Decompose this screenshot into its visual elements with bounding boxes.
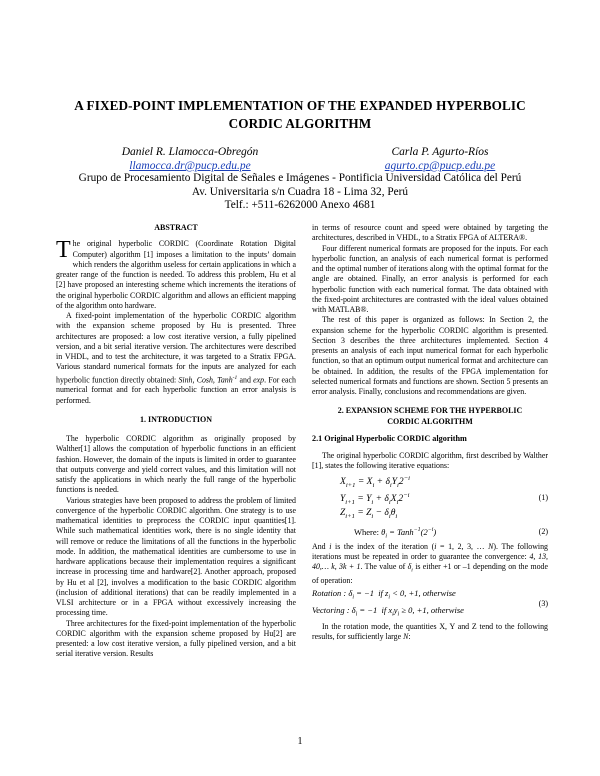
intro-paragraph-3: Three architectures for the fixed-point implementation of the hyperbolic CORDIC algorithm with the expansion scheme proposed by Hu[2] are presented: a low cost iterative version, a fully pipelined version, and a bit serial iterative version. Results (56, 618, 296, 659)
author-2 (310, 145, 570, 173)
p5-d: ). The following iterations must be repeated in order to guarantee the convergence: (312, 541, 549, 561)
right-paragraph-3: The rest of this paper is organized as follows: In Section 2, the expansion scheme for the hyperbolic CORDIC algorithm is presented. Section 3 describes the three architectures implemented. Section 4 presents an analysis of each input numerical format for each hyperbolic function, so that an optimum output numerical format and architecture can be obtained. In addition, the results of the FPGA implementation for selected numerical formats and functions are shown. Section 5 presents an error analysis. Finally, conclusions and recommendations are given. (312, 315, 548, 396)
equation-1-block (312, 474, 548, 542)
p6-n: N (403, 632, 409, 642)
section-2-heading-line-2: CORDIC ALGORITHM (387, 416, 473, 426)
abstract-functions-sup: -1 (232, 374, 238, 381)
abstract-paragraph-1 (56, 239, 296, 311)
affiliation-line-2: Av. Universitaria s/n Cuadra 18 - Lima 32, Perú (191, 185, 409, 198)
p5-f: . The value of (360, 562, 408, 571)
equation-3-block (312, 588, 548, 622)
intro-paragraph-1: The hyperbolic CORDIC algorithm as originally proposed by Walther[1] allows the computation of hyperbolic functions in an efficient fashion. However, the domain of the inputs is limited in order to guarantee that outputs converge and yield correct values, and this limitation will not satisfy the applications in which nearly the full range of the hyperbolic functions is needed. (56, 434, 296, 495)
equation-theta: Where: $\theta_i$ = $Tanh^{-1}(2^{-i})$ (2) (354, 526, 548, 540)
page-number: 1 (297, 736, 303, 747)
author-2-email[interactable]: agurto.cp@pucp.edu.pe (384, 160, 496, 172)
author-1-name: Daniel R. Llamocca-Obregón (121, 146, 259, 158)
equation-3-number: (3) (538, 599, 548, 609)
right-paragraph-2: Four different numerical formats are proposed for the inputs. For each hyperbolic function, an analysis of each numerical format is performed and the optimal number of iterations along with the optimal format for the angle are obtained. Finally, an error analysis is performed for each hyperbolic function with each numerical format. The data obtained with the fixed-point architectures are contrasted with the ideal values obtained with MATLAB®. (312, 243, 548, 314)
intro-paragraph-2: Various strategies have been proposed to address the problem of limited convergence of the hyperbolic CORDIC algorithm. One strategy is to use mathematical identities to preprocess the CORDIC input quantities[1]. While such mathematical identities work, there is no single identity that will remove or reduce the limitations of all the functions in the hyperbolic mode. In addition, the mathematical identities are cumbersome to use in hardware applications because their implementation requires a significant increase in processing time and hardware[2]. Another approach, proposed by Hu et al [2], involves a modification to the basic CORDIC algorithm (inclusion of additional iterations) that can be readily implemented in a VLSI architecture or in a FPGA without excessively increasing the processing time. (56, 495, 296, 618)
equation-y: $Y_{i+1} = Y_i + \delta_iX_i2^{-i}$ (1) (340, 491, 548, 506)
p6-text: In the rotation mode, the quantities X, Y and Z tend to the following results, for sufficiently large (312, 622, 548, 642)
equation-x: $X_{i+1} = X_i + \delta_iY_i2^{-i}$ (340, 474, 410, 489)
p5-c: = 1, 2, 3, … (436, 541, 489, 551)
author-2-name: Carla P. Agurto-Ríos (391, 146, 489, 158)
right-paragraph-4: The original hyperbolic CORDIC algorithm, first described by Walther [1], states the following iterative equations: (312, 451, 548, 471)
subsection-2-1-heading: 2.1 Original Hyperbolic CORDIC algorithm (312, 433, 467, 443)
section-2-heading-line-1: 2. EXPANSION SCHEME FOR THE HYPERBOLIC (337, 406, 523, 416)
paper-title (40, 97, 560, 133)
abstract-functions: Sinh, Cosh, Tanh (178, 375, 233, 385)
abstract-p1-text: he original hyperbolic CORDIC (Coordinate Rotation Digital Computer) algorithm [1] imposes a limitation to the inputs’ domain which renders the algorithm useless for certain applications in which a greater range of the function is needed. To address this problem, Hu et al [2] have proposed an interesting scheme which increments the iterations of the original hyperbolic CORDIC algorithm and allows an efficient mapping of the algorithm onto hardware. (56, 239, 296, 310)
left-column (56, 223, 296, 660)
right-column (312, 223, 548, 643)
equation-rotation: Rotation : $\delta_i = -1$ if $z_i < 0$, +1, otherwise (312, 588, 456, 601)
abstract-heading: ABSTRACT (154, 223, 198, 232)
equation-1-number: (1) (538, 492, 548, 502)
abstract-dropcap: T (56, 237, 71, 264)
p5-e: 4, 13, 40,… k, 3k + 1 (312, 551, 548, 571)
abstract-paragraph-2 (56, 311, 296, 406)
author-1-email[interactable]: llamocca.dr@pucp.edu.pe (129, 160, 251, 172)
p6-end: : (408, 632, 411, 642)
right-paragraph-6 (312, 622, 548, 643)
intro-heading: 1. INTRODUCTION (139, 414, 212, 424)
abstract-p2-end: . For each numerical format and for each hyperbolic function an error analysis is performed. (56, 375, 296, 405)
section-2-heading (312, 406, 548, 427)
p5-a: And (312, 541, 330, 551)
title-line-1: A FIXED-POINT IMPLEMENTATION OF THE EXPANDED HYPERBOLIC (74, 98, 526, 113)
abstract-and: and (237, 375, 254, 385)
abstract-p2-text: A fixed-point implementation of the hyperbolic CORDIC algorithm with the expansion scheme proposed by Hu is presented. Three architectures are proposed: a low cost iterative version, a fully pipelined version, and a bit serial iterative version. The architectures were described in VHDL, and to test the architecture, it was targeted to a Stratix FPGA. Various standard numerical formats for the inputs are analyzed for each hyperbolic function directly obtained: (56, 311, 296, 385)
equation-z: $Z_{i+1} = Z_i - \delta_i\theta_i$ (340, 507, 398, 520)
abstract-exp: exp (253, 375, 265, 385)
equation-vectoring: Vectoring : $\delta_i = -1$ if $x_iy_i \ge 0$, +1, otherwise (3) (312, 599, 548, 618)
affiliation-line-1: Grupo de Procesamiento Digital de Señales e Imágenes - Pontificia Universidad Católica del Perú (78, 172, 522, 184)
p5-g: is either +1 or –1 depending on the mode of operation: (312, 562, 548, 585)
equation-2-number: (2) (538, 526, 548, 536)
affiliation (0, 172, 600, 213)
author-1 (60, 145, 320, 173)
right-paragraph-1: in terms of resource count and speed were obtained by targeting the architectures, described in VHDL, to a Stratix FPGA of ALTERA®. (312, 223, 548, 243)
right-paragraph-5: And i is the index of the iteration (i = 1, 2, 3, … N). The following iterations must be repeated in order to guarantee the convergence: 4, 13, 40,… k, 3k + 1. The value of $\delta_i$ is either +1 or –1 depending on the mode of operation: (312, 541, 549, 585)
title-line-2: CORDIC ALGORITHM (228, 116, 372, 131)
p5-b: is the index of the iteration ( (331, 541, 435, 551)
affiliation-line-3: Telf.: +511-6262000 Anexo 4681 (224, 199, 376, 212)
